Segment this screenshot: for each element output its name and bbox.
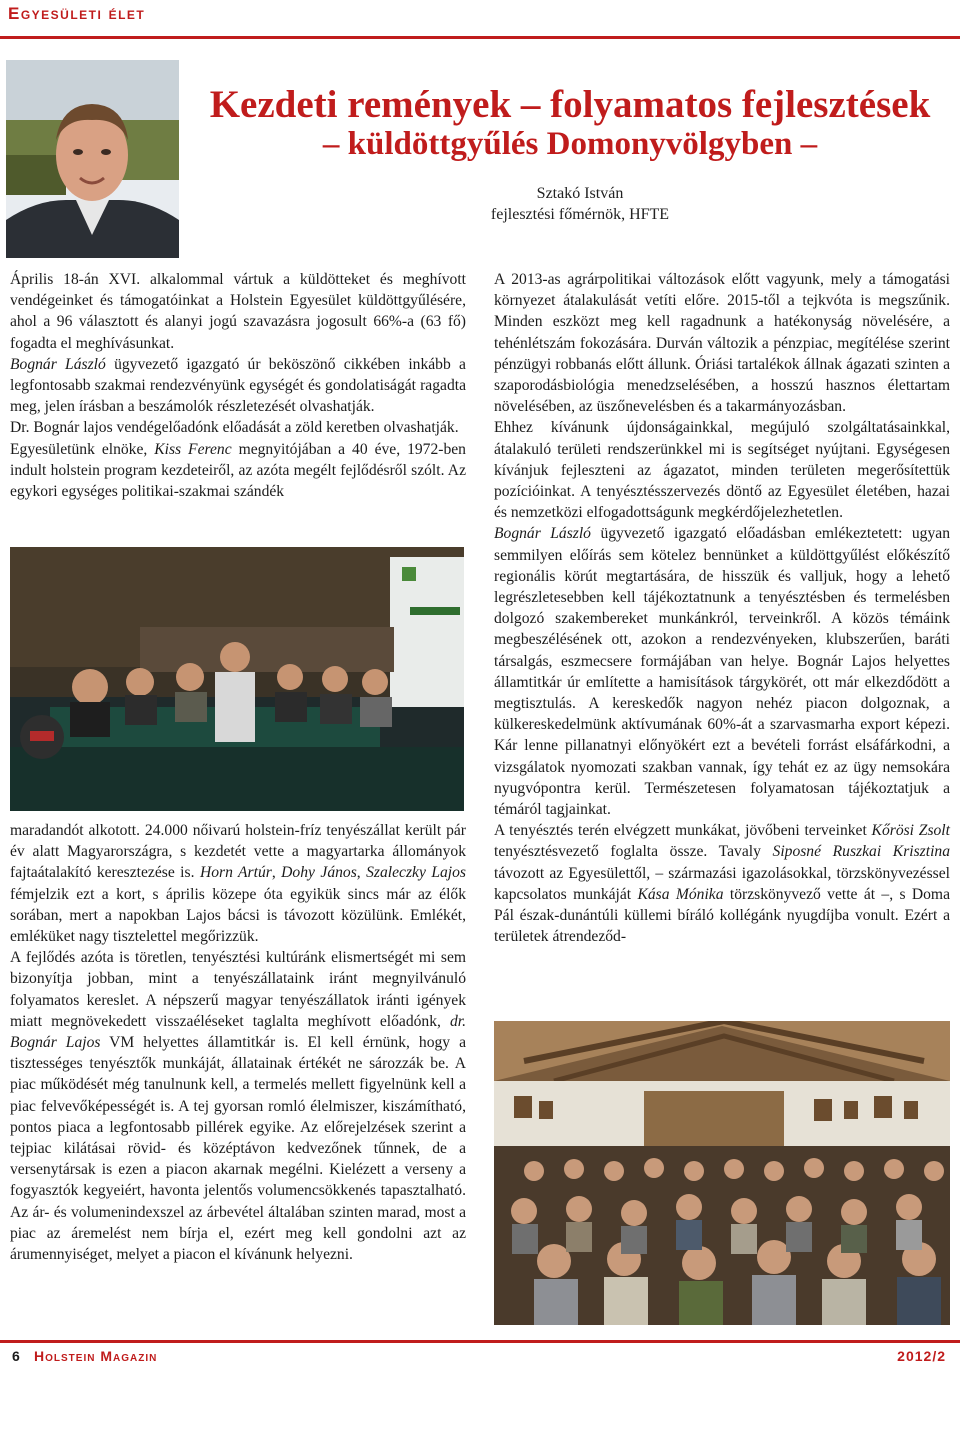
paragraph — [494, 269, 950, 417]
paragraph-text: megnyitójában a 40 éve, 1972-ben indult holstein program kezdeteiről, az azóta megélt fejlődésről szólt. Az egykori egységes politikai-szakmai szándék — [10, 440, 466, 501]
top-divider — [0, 36, 960, 39]
paragraph-text: A tenyésztés terén elvégzett munkákat, jövőbeni terveinket — [494, 822, 872, 840]
person-name: Kőrösi Zsolt — [871, 822, 950, 840]
author-byline — [360, 183, 800, 225]
paragraph — [494, 523, 950, 820]
paragraph-text: A fejlődés azóta is töretlen, tenyésztési kultúránk elismertségét mi sem bizonyítja jobban, mint a tenyészállataink iránt megnyilvánuló folyamatos kereslet. A népszerű magyar tenyészállatok iránti igények miatt megnövekedett visszaéléseket taglalta meghívott előadónk, — [10, 949, 466, 1030]
paragraph — [10, 417, 466, 438]
author-name: Sztakó István — [536, 185, 624, 202]
person-name: Kiss Ferenc — [154, 440, 232, 458]
person-name: Bognár László — [494, 525, 591, 543]
paragraph-text: törzskönyvező vette át –, s Doma Pál észak-dunántúli küllemi bíráló kollégánk nyugdíjba vonult. Ezért a területek átrendeződ- — [494, 885, 950, 946]
person-name: Dohy János — [281, 864, 357, 882]
paragraph-text: távozott az Egyesülettől, – származási igazolásokkal, törzskönyvezéssel kapcsolatos munkáját — [494, 864, 950, 903]
article-title-line2: – küldöttgyűlés Domonyvölgyben – — [322, 126, 818, 162]
magazine-name: Holstein Magazin — [34, 1348, 158, 1364]
paragraph-text: maradandót alkotott. 24.000 nőivarú holstein-fríz tenyészállat került pár év alatt Magyarországra, s kezdetét vette a magyartarka állományok fajtaátalakító keresztezése is. — [10, 822, 466, 882]
person-name: Bognár László — [10, 355, 106, 373]
paragraph-text: Egyesületünk elnöke, — [10, 440, 155, 458]
podium-photo — [10, 547, 464, 811]
person-name: Siposné Ruszkai Krisztina — [772, 843, 950, 861]
paragraph-text: ügyvezető igazgató előadásban emlékeztetett: ugyan semmilyen előírás sem kötelez bennünket a küldöttgyűlést előkészítő regionális körút megtartására, de hisszük és valljuk, hogy a lehető legrészletesebben kell tájékoztatnunk a tenyésztésben és termelésben dolgozó szakembereket munkánkról, terveinkről. A közös témáink megbeszélésének ott, azokon a rendezvényeken, klubszerűen, baráti társalgás, eszmecsere formájában van helye. Bognár Lajos helyettes államtitkár úr említette a hamisítások tárgykörét, ott már elkezdődött a megtisztulás. A kereskedők nagyon nehéz piacon dolgoznak, a külkereskedelmünk aktívumának 60%-át a szarvasmarha export képezi. Kár lenne pillanatnyi előnyökért ezt a bevételi forrást elsáfárkodni, a vizsgálatok nyomozati szakban vannak, így tehát ez az ügy nemsokára nyugvópontra kerül. Természetesen folyamatosan tájékoztatjuk a témáról tagjainkat. — [494, 525, 950, 819]
author-portrait — [6, 60, 179, 258]
paragraph-text: Dr. Bognár lajos vendégelőadónk előadását a zöld keretben olvashatják. — [10, 419, 459, 437]
paragraph — [10, 820, 466, 947]
paragraph — [494, 417, 950, 523]
paragraph-text: A 2013-as agrárpolitikai változások előtt vagyunk, mely a támogatási környezet átalakulását vetíti előre. 2015-től a tejkvóta is megszűnik. Minden eszközt meg kell ragadnunk a hatékonyság növelésére, a tehénlétszám fokozására. Durván változik a pénzpiac, megítélése szerint pénzügyi robbanás előtt állunk. Óriási tartalékok állnak ágazati szinten a szaporodásbiológia menedzselésében, a hosszú hasznos élettartam növelésében, az üszőnevelésben és a takarmányozásban. — [494, 271, 950, 416]
left-column-top — [10, 269, 466, 502]
paragraph — [494, 820, 950, 947]
paragraph — [10, 354, 466, 418]
person-name: Horn Artúr — [199, 864, 272, 882]
person-name: Szaleczky Lajos — [366, 864, 466, 882]
page-number: 6 — [12, 1348, 21, 1364]
paragraph — [10, 439, 466, 503]
bottom-divider — [0, 1340, 960, 1343]
person-name: dr. Bognár Lajos — [10, 1012, 466, 1052]
right-column — [494, 269, 950, 948]
left-column-bottom — [10, 820, 466, 1265]
paragraph-text: tenyésztésvezető foglalta össze. Tavaly — [494, 843, 773, 861]
paragraph-text: VM helyettes államtitkár is. El kell érnünk, hogy a tisztességes tenyésztők munkáját, állatainak értékét ne sározzák be. A piac működését még tanulnunk kell, a termelés mellett figyelnünk kell a piac felvevőképességét is. A tej gyorsan romló élelmiszer, kiszámítható, pontos piaca a legfontosabb pillérek egyike. Az előrejelzések szerint a tejpiac kilátásai rövid- és középtávon kedvezőnek tűnnek, de a versenytársak is ezen a piacon akarnak megélni. Kielézett a verseny a fogyasztók kegyeiért, havonta jelentős volumencsökkenés tapasztalható. Az ár- és volumenindexszel az árbevétel általában szinten marad, most a piac az áremelést nem bírja el, ezért meg kell gondolni azt az árumennyiséget, melyet a piacon el kívánunk helyezni. — [10, 1034, 466, 1264]
issue-number: 2012/2 — [897, 1348, 946, 1364]
person-name: Kása Mónika — [637, 885, 724, 903]
paragraph — [10, 947, 466, 1265]
paragraph-text: ügyvezető igazgató úr beköszönő cikkében inkább a legfontosabb szakmai rendezvényünk egységét és gondolatiságát ragadta meg, jelen írásban a beszámolók részletezését olvashatják. — [10, 355, 466, 416]
paragraph — [10, 269, 466, 354]
paragraph-text: fémjelzik ezt a kort, s április közepe óta egyikük sincs már az élők sorában, mert a napokban Lajos bácsi is távozott közülünk. Emlékét, emléküket nagy tisztelettel megőrizzük. — [10, 885, 466, 946]
audience-photo — [494, 1021, 950, 1325]
paragraph-text: , — [356, 864, 367, 882]
section-label: Egyesületi élet — [8, 4, 146, 23]
paragraph-text: Április 18-án XVI. alkalommal vártuk a küldötteket és meghívott vendégeinket és támogatóinkat a Holstein Egyesület küldöttgyűlésére, ahol a 96 választott és alanyi jogú szavazásra jogosult 66%-a (63 fő) fogadta el meghívásunkat. — [10, 271, 466, 352]
article-title-line1: Kezdeti remények – folyamatos fejlesztések — [209, 83, 931, 126]
paragraph-text: Ehhez kívánunk újdonságainkkal, megújuló szolgáltatásainkkal, átalakuló területi rendszerünkkel mi is segítséget nyújtani. Egységesen kívánjuk fejleszteni az ágazatot, minden területen megerősítettük pozícióinkat. A tenyésztésszervezés döntő az Egyesület életében, hazai és nemzetközi elfogadottságunk megkérdőjelezhetetlen. — [494, 419, 950, 522]
paragraph-text: , — [271, 864, 282, 882]
author-role: fejlesztési főmérnök, HFTE — [490, 206, 670, 223]
